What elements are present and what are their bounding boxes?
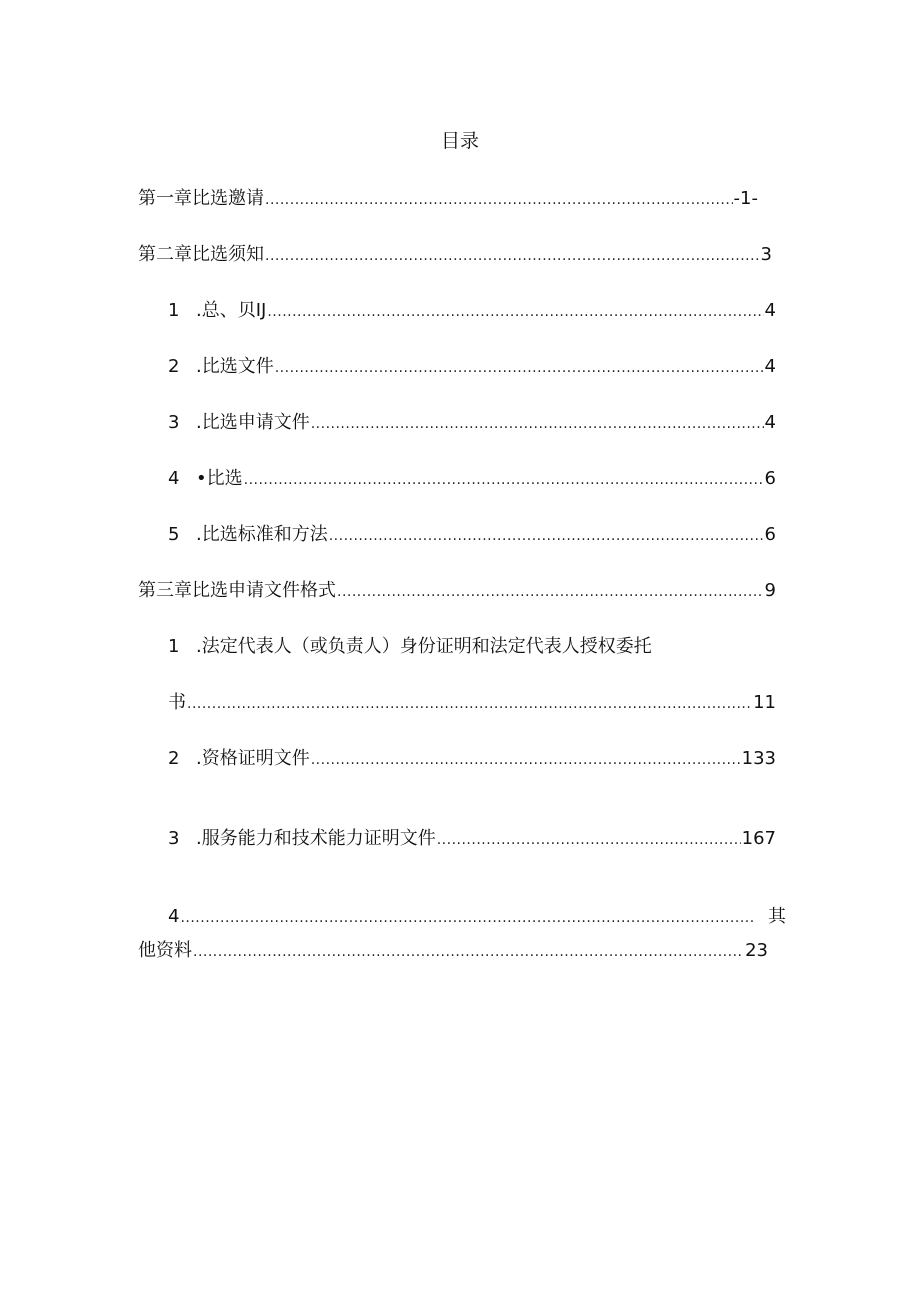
toc-entry-page: 3	[760, 244, 772, 265]
toc-entry-number: 3	[168, 412, 180, 433]
dot-leader	[337, 579, 764, 605]
toc-entry-number: 4	[168, 468, 180, 489]
toc-entry-chapter-3[interactable]	[138, 578, 776, 605]
toc-entry-text: .法定代表人（或负责人）身份证明和法定代表人授权委托	[196, 636, 652, 657]
toc-entry-page: 9	[764, 580, 776, 601]
toc-entry-text: .比选文件	[196, 356, 274, 377]
toc-entry-section-2-3[interactable]	[168, 410, 776, 437]
toc-entry-number: 1	[168, 636, 180, 657]
toc-entry-page: 23	[745, 940, 768, 961]
toc-entry-page: 4	[764, 412, 776, 433]
toc-entry-page: 133	[741, 748, 776, 769]
toc-entry-number: 4	[168, 906, 180, 927]
toc-entry-page: 4	[764, 300, 776, 321]
toc-entry-section-3-4-continued[interactable]	[138, 938, 768, 965]
toc-entry-section-2-2[interactable]	[168, 354, 776, 381]
toc-entry-chapter-2[interactable]	[138, 242, 772, 269]
toc-entry-text: .服务能力和技术能力证明文件	[196, 828, 436, 849]
dot-leader	[187, 691, 752, 717]
dot-leader	[267, 299, 763, 325]
dot-leader	[180, 905, 756, 931]
toc-entry-section-3-1[interactable]	[168, 634, 728, 660]
toc-entry-section-3-3[interactable]	[168, 826, 776, 853]
toc-entry-section-3-4[interactable]	[168, 904, 786, 931]
dot-leader	[265, 243, 760, 269]
toc-entry-text: .比选标准和方法	[196, 524, 328, 545]
dot-leader	[311, 411, 764, 437]
dot-leader	[265, 187, 733, 213]
toc-entry-text: 他资料	[138, 940, 192, 961]
toc-entry-section-2-4[interactable]	[168, 466, 776, 493]
toc-entry-text-tail: 其	[768, 906, 786, 927]
toc-entry-text: .总、贝IJ	[196, 300, 267, 321]
toc-entry-page: 4	[764, 356, 776, 377]
toc-entry-text: .资格证明文件	[196, 748, 310, 769]
toc-entry-text: 第一章比选邀请	[138, 188, 264, 209]
dot-leader	[329, 523, 764, 549]
toc-entry-page: -1-	[733, 188, 758, 209]
dot-leader	[244, 467, 764, 493]
toc-entry-chapter-1[interactable]	[138, 186, 758, 213]
toc-entry-text: 书	[168, 692, 186, 713]
page-title: 目录	[440, 130, 479, 152]
toc-entry-text: •比选	[196, 468, 243, 489]
toc-entry-page: 11	[753, 692, 776, 713]
toc-entry-number: 2	[168, 356, 180, 377]
dot-leader	[437, 827, 741, 853]
toc-entry-section-2-5[interactable]	[168, 522, 776, 549]
toc-entry-page: 167	[741, 828, 776, 849]
toc-entry-section-2-1[interactable]	[168, 298, 776, 325]
toc-entry-section-3-2[interactable]	[168, 746, 776, 773]
dot-leader	[311, 747, 741, 773]
toc-entry-section-3-1-continued[interactable]	[168, 690, 776, 717]
toc-entry-text: .比选申请文件	[196, 412, 310, 433]
toc-entry-text: 第三章比选申请文件格式	[138, 580, 336, 601]
toc-entry-number: 5	[168, 524, 180, 545]
toc-entry-page: 6	[764, 524, 776, 545]
toc-entry-number: 3	[168, 828, 180, 849]
dot-leader	[193, 939, 744, 965]
toc-entry-number: 1	[168, 300, 180, 321]
toc-entry-number: 2	[168, 748, 180, 769]
dot-leader	[275, 355, 764, 381]
toc-entry-page: 6	[764, 468, 776, 489]
toc-entry-text: 第二章比选须知	[138, 244, 264, 265]
